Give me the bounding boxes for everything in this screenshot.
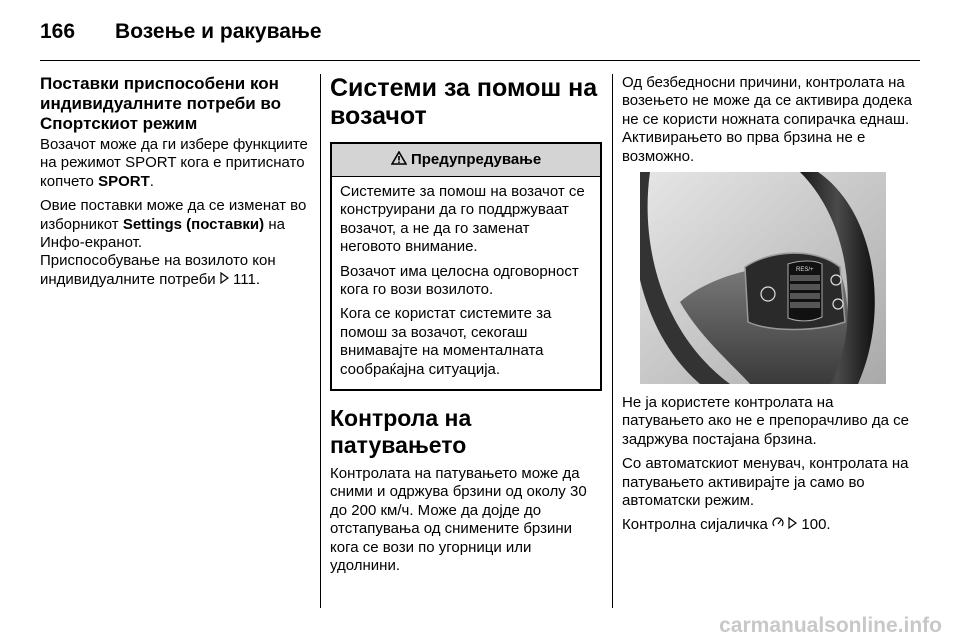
column-divider-2 <box>612 74 613 608</box>
header-rule <box>40 60 920 61</box>
automatic-transmission-paragraph: Со автоматскиот менувач, контролата на патувањето активирајте ја само во автоматски режим. <box>622 455 909 510</box>
column-2 <box>330 74 602 582</box>
warning-paragraph-1: Системите за помош на возачот се конструирани да го поддржуваат возачот, а не да го заменат неговото внимание. <box>340 183 585 256</box>
steering-wheel-photo <box>640 172 886 384</box>
warning-paragraph-3: Кога се користат системите за помош за возачот, секогаш внимавајте на моменталната сообраќајна ситуација. <box>340 305 552 378</box>
warning-body <box>332 177 600 389</box>
text-run: . <box>149 172 154 190</box>
page-reference-icon <box>788 516 801 533</box>
driver-assistance-heading: Системи за помош на возачот <box>330 74 598 130</box>
warning-box <box>330 142 602 391</box>
chapter-title: Возење и ракување <box>115 20 322 43</box>
sport-mode-paragraph-3 <box>40 252 308 289</box>
page-number: 166 <box>40 20 76 43</box>
text-run: Возачот може да ги избере функциите на режимот SPORT кога е притиснато копчето <box>40 136 308 190</box>
text-run: Овие поставки може да се изменат во изборникот <box>40 197 307 233</box>
warning-paragraph-2: Возачот има целосна одговорност кога го вози возилото. <box>340 262 579 299</box>
sport-button-name: SPORT <box>98 172 150 190</box>
cruise-control-lamp-icon <box>772 516 788 533</box>
constant-speed-paragraph: Не ја користете контролата на патувањето ако не е препорачливо да се задржува постајана брзина. <box>622 394 909 448</box>
column-divider-1 <box>320 74 321 608</box>
res-label: RES/+ <box>796 267 814 274</box>
text-run: Приспособување на возилото кон индивидуалните потреби <box>40 252 276 288</box>
page-reference[interactable]: 111. <box>233 270 260 288</box>
column-1 <box>40 74 308 295</box>
warning-title: Предупредување <box>410 151 542 168</box>
page-reference-icon <box>220 271 233 288</box>
cruise-control-heading: Контрола на патувањето <box>330 405 472 459</box>
sport-mode-heading: Поставки приспособени кон индивидуалните потреби во Спортскиот режим <box>40 74 282 133</box>
column-3 <box>622 74 912 541</box>
warning-triangle-icon <box>391 151 411 168</box>
control-lamp-paragraph <box>622 516 912 534</box>
text-run: на Инфо-екранот. <box>40 215 285 252</box>
warning-header <box>332 144 600 177</box>
page-header <box>40 14 322 50</box>
sport-mode-paragraph-1 <box>40 136 308 191</box>
page-reference[interactable]: 100. <box>801 516 831 534</box>
settings-menu-name: Settings (поставки) <box>122 215 265 233</box>
text-run: Контролна сијаличка <box>622 516 773 534</box>
safety-paragraph: Од безбедносни причини, контролата на возењето не може да се активира додека не се користи ножната сопирачка еднаш. Активирањето во прва брзина не е возможно. <box>622 74 912 165</box>
watermark: carmanualsonline.info <box>719 614 942 637</box>
sport-mode-paragraph-2 <box>40 197 308 252</box>
cruise-control-paragraph: Контролата на патувањето може да сними и одржува брзини од околу 30 до 200 км/ч. Може да дојде до отстапувања од снимените брзини кога се вози по угорници или удолнини. <box>330 465 587 575</box>
